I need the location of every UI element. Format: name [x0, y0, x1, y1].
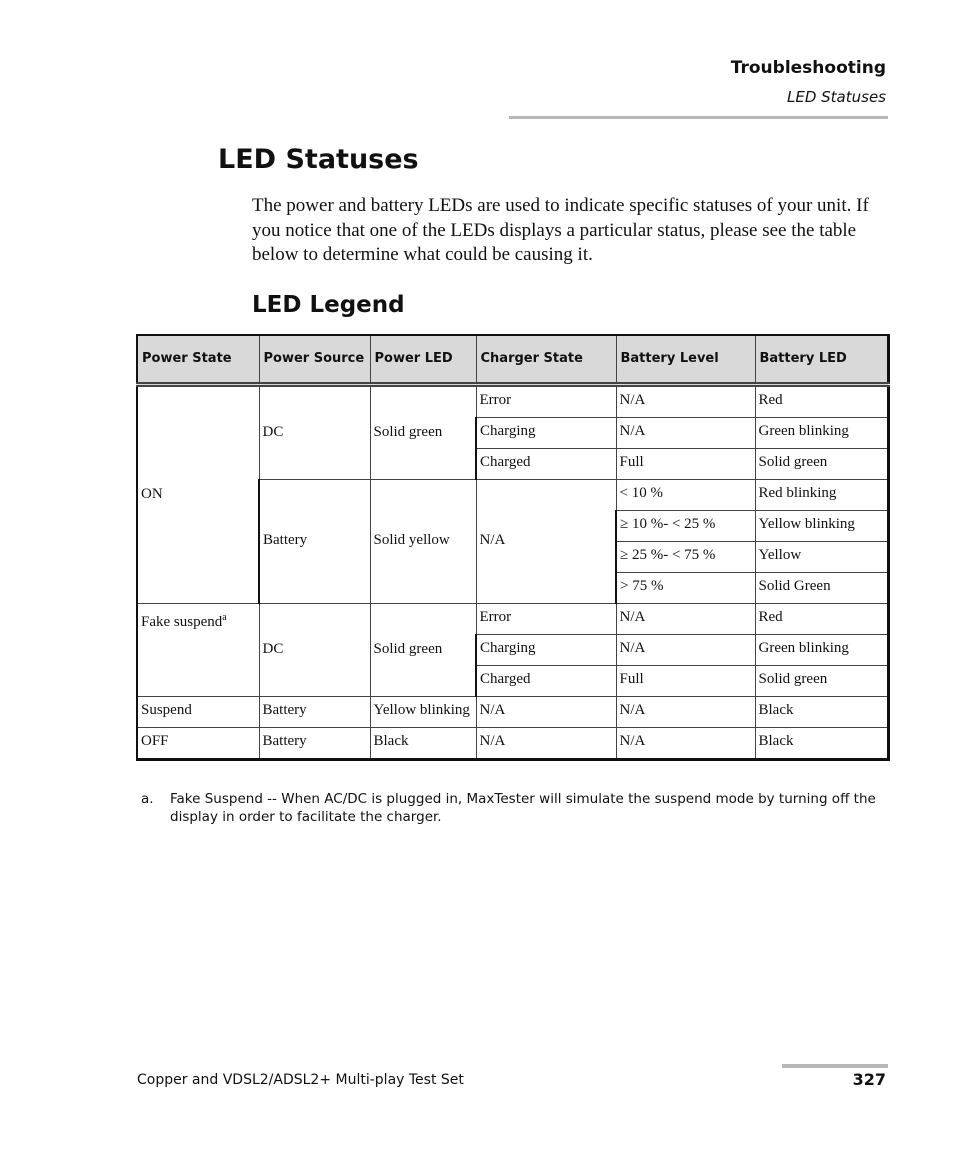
cell-charger-state: Charged — [476, 666, 616, 697]
table-row — [137, 728, 888, 760]
cell-battery-level: N/A — [616, 385, 755, 418]
cell-power-source: Battery — [259, 728, 370, 760]
cell-battery-level: N/A — [616, 728, 755, 760]
column-header-charger-state: Charger State — [476, 335, 616, 385]
header-chapter-title: Troubleshooting — [730, 58, 886, 78]
cell-power-led: Black — [370, 728, 476, 760]
cell-battery-led: Red — [755, 385, 888, 418]
cell-battery-level: N/A — [616, 635, 755, 666]
cell-power-led: Yellow blinking — [370, 697, 476, 728]
cell-battery-level: > 75 % — [616, 573, 755, 604]
cell-battery-led: Black — [755, 728, 888, 760]
cell-charger-state: Charged — [476, 449, 616, 480]
cell-power-source: Battery — [259, 480, 370, 604]
page-number: 327 — [852, 1070, 886, 1089]
cell-power-led: Solid green — [370, 385, 476, 480]
cell-power-state-text: Fake suspend — [141, 614, 223, 630]
table-row — [137, 697, 888, 728]
cell-charger-state: Error — [476, 385, 616, 418]
column-header-battery-level: Battery Level — [616, 335, 755, 385]
cell-battery-led: Solid green — [755, 666, 888, 697]
cell-power-led: Solid green — [370, 604, 476, 697]
table-row — [137, 604, 888, 635]
footer-divider — [782, 1064, 888, 1068]
column-header-battery-led: Battery LED — [755, 335, 888, 385]
cell-charger-state: Charging — [476, 418, 616, 449]
cell-power-state: OFF — [137, 728, 259, 760]
cell-battery-led: Yellow — [755, 542, 888, 573]
footnote-text: Fake Suspend -- When AC/DC is plugged in, MaxTester will simulate the suspend mode by turning off the display in order to facilitate the charger. — [170, 791, 876, 825]
table-header-row — [137, 335, 888, 385]
cell-power-led: Solid yellow — [370, 480, 476, 604]
cell-battery-level: ≥ 25 %- < 75 % — [616, 542, 755, 573]
cell-power-source: Battery — [259, 697, 370, 728]
column-header-power-led: Power LED — [370, 335, 476, 385]
cell-power-state: ON — [137, 385, 259, 604]
column-header-power-state: Power State — [137, 335, 259, 385]
column-header-power-source: Power Source — [259, 335, 370, 385]
header-divider — [509, 116, 888, 119]
footer-document-title: Copper and VDSL2/ADSL2+ Multi-play Test Set — [137, 1072, 464, 1088]
footnote-reference: a — [222, 612, 227, 623]
cell-battery-level: N/A — [616, 697, 755, 728]
table-row — [137, 385, 888, 418]
cell-battery-level: Full — [616, 449, 755, 480]
cell-battery-level: N/A — [616, 604, 755, 635]
cell-battery-led: Red — [755, 604, 888, 635]
cell-power-state — [137, 604, 259, 697]
cell-battery-level: < 10 % — [616, 480, 755, 511]
cell-charger-state: Charging — [476, 635, 616, 666]
header-section-title: LED Statuses — [787, 88, 886, 106]
cell-battery-led: Solid Green — [755, 573, 888, 604]
cell-charger-state: N/A — [476, 480, 616, 604]
cell-battery-led: Black — [755, 697, 888, 728]
cell-battery-led: Red blinking — [755, 480, 888, 511]
led-status-table — [136, 334, 890, 761]
cell-battery-led: Yellow blinking — [755, 511, 888, 542]
cell-power-state: Suspend — [137, 697, 259, 728]
cell-battery-led: Green blinking — [755, 635, 888, 666]
cell-battery-level: ≥ 10 %- < 25 % — [616, 511, 755, 542]
cell-battery-level: N/A — [616, 418, 755, 449]
footnote-marker: a. — [141, 791, 154, 807]
page-title: LED Statuses — [218, 144, 419, 175]
cell-battery-led: Green blinking — [755, 418, 888, 449]
cell-power-source: DC — [259, 385, 370, 480]
cell-battery-level: Full — [616, 666, 755, 697]
cell-charger-state: Error — [476, 604, 616, 635]
cell-charger-state: N/A — [476, 728, 616, 760]
cell-charger-state: N/A — [476, 697, 616, 728]
cell-power-source: DC — [259, 604, 370, 697]
intro-paragraph: The power and battery LEDs are used to indicate specific statuses of your unit. If you notice that one of the LEDs displays a particular status, please see the table below to determine what could be causing it. — [252, 195, 869, 265]
cell-battery-led: Solid green — [755, 449, 888, 480]
section-heading: LED Legend — [252, 292, 405, 318]
